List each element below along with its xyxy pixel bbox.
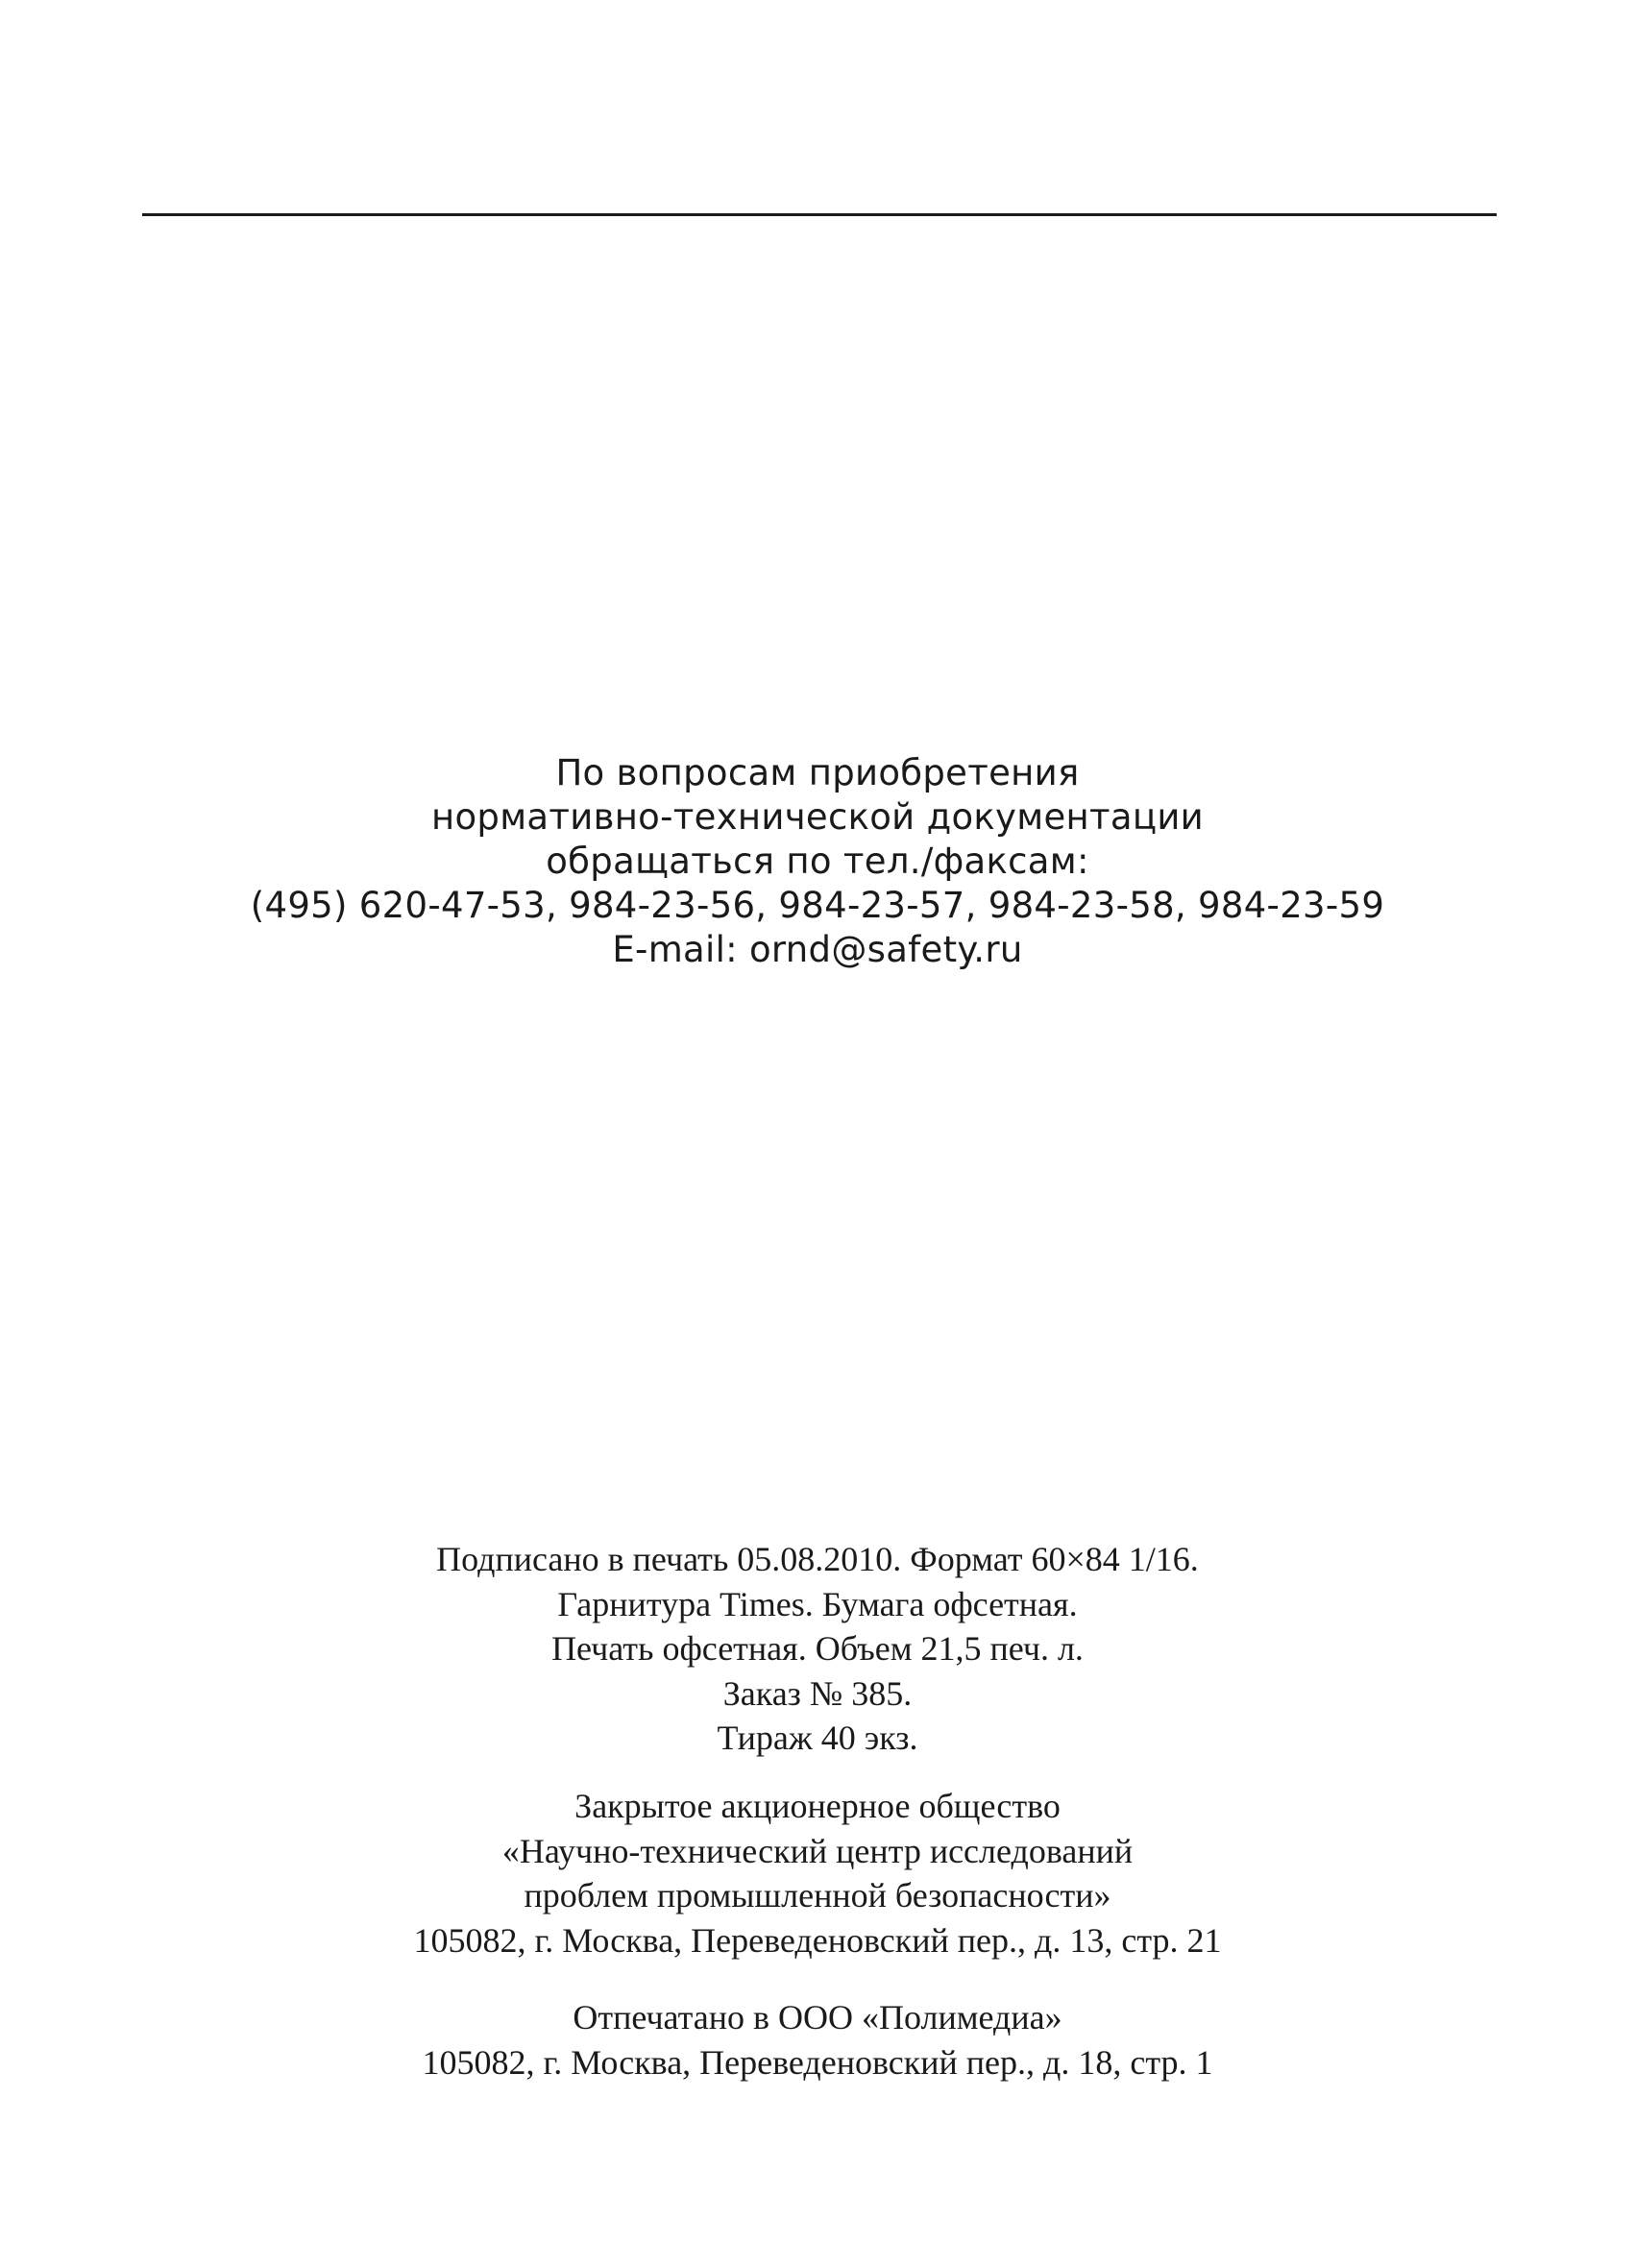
contact-line-3: обращаться по тел./факсам: <box>546 841 1089 882</box>
publisher-name-line-1: «Научно-технический центр исследований <box>501 1831 1134 1870</box>
publisher-address: 105082, г. Москва, Переведеновский пер., д. 13, стр. 21 <box>413 1920 1222 1960</box>
publisher-info <box>0 1784 1635 1963</box>
top-rule <box>142 213 1497 216</box>
imprint-run: Тираж 40 экз. <box>717 1719 918 1757</box>
contact-info <box>0 751 1635 972</box>
contact-email: E-mail: ornd@safety.ru <box>612 929 1023 970</box>
contact-line-1: По вопросам приобретения <box>555 752 1080 793</box>
publisher-name-line-2: проблем промышленной безопасности» <box>524 1876 1111 1914</box>
imprint-signed: Подписано в печать 05.08.2010. Формат 60×84 1/16. <box>436 1540 1199 1578</box>
imprint-order: Заказ № 385. <box>722 1673 913 1713</box>
printer-name: Отпечатано в ООО «Полимедиа» <box>573 1998 1062 2036</box>
imprint-info <box>0 1537 1635 1761</box>
printer-address: 105082, г. Москва, Переведеновский пер., д. 18, стр. 1 <box>422 2042 1213 2082</box>
printer-info <box>0 1995 1635 2085</box>
contact-line-2: нормативно-технической документации <box>430 796 1205 838</box>
contact-phones: (495) 620-47-53, 984-23-56, 984-23-57, 984-23-58, 984-23-59 <box>250 885 1385 926</box>
imprint-typeface: Гарнитура Times. Бумага офсетная. <box>557 1584 1078 1623</box>
publisher-type: Закрытое акционерное общество <box>574 1787 1061 1825</box>
imprint-printing: Печать офсетная. Объем 21,5 печ. л. <box>551 1629 1084 1668</box>
